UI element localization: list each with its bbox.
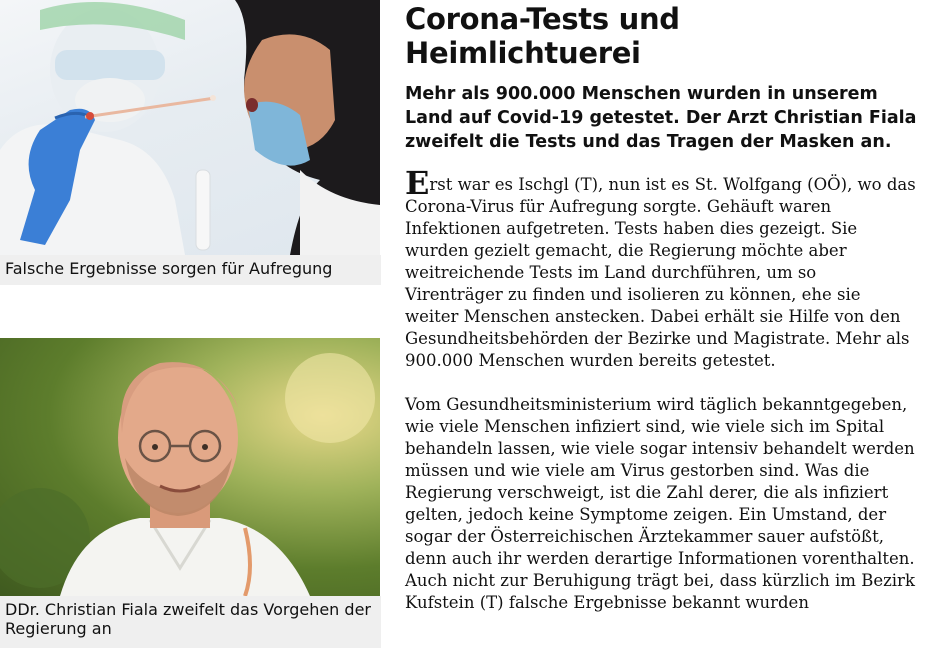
article-lead: Mehr als 900.000 Menschen wurden in unserem Land auf Covid-19 getestet. Der Arzt Christian Fiala zweifelt die Tests und das Tragen der Masken an. bbox=[405, 84, 917, 152]
article-body bbox=[405, 164, 917, 614]
article bbox=[405, 0, 917, 614]
article-title: Corona-Tests und Heimlichtuerei bbox=[405, 2, 680, 70]
swab-test-illustration bbox=[0, 0, 380, 255]
photo-christian-fiala bbox=[0, 338, 380, 596]
paragraph-text: rst war es Ischgl (T), nun ist es St. Wolfgang (OÖ), wo das Corona-Virus für Aufregung sorgte. Gehäuft waren Infektionen aufgetreten. Tests haben dies gezeigt. Sie wurden gezielt gemacht, die Regierung möchte aber weitreichende Tests im Land durchführen, um so Virenträger zu finden und isolieren zu können, ehe sie weiter Menschen anstecken. Dabei erhält sie Hilfe von den Gesundheitsbehörden der Bezirke und Magistrate. Mehr als 900.000 Menschen wurden bereits getestet. bbox=[405, 175, 916, 370]
photo-caption: DDr. Christian Fiala zweifelt das Vorgehen der Regierung an bbox=[0, 596, 381, 648]
left-column bbox=[0, 0, 380, 648]
photo-caption: Falsche Ergebnisse sorgen für Aufregung bbox=[0, 255, 381, 285]
photo-covid-swab-test bbox=[0, 0, 380, 255]
article-paragraph bbox=[405, 164, 917, 372]
drop-cap: E bbox=[405, 164, 430, 202]
article-paragraph: Vom Gesundheitsministerium wird täglich bekanntgegeben, wie viele Menschen infiziert sind, wie viele sich im Spital behandeln lassen, wie viele sogar intensiv behandelt werden müssen und wie viele am Virus gestorben sind. Was die Regierung verschweigt, ist die Zahl derer, die als infiziert gelten, jedoch keine Symptome zeigen. Ein Umstand, der sogar der Österreichischen Ärztekammer sauer aufstößt, denn auch ihr werden derartige Informationen vorenthalten. bbox=[405, 395, 915, 568]
article-paragraph: Auch nicht zur Beruhigung trägt bei, dass kürzlich im Bezirk Kufstein (T) falsche Ergebnisse bekannt wurden bbox=[405, 571, 915, 612]
portrait-illustration bbox=[0, 338, 380, 596]
